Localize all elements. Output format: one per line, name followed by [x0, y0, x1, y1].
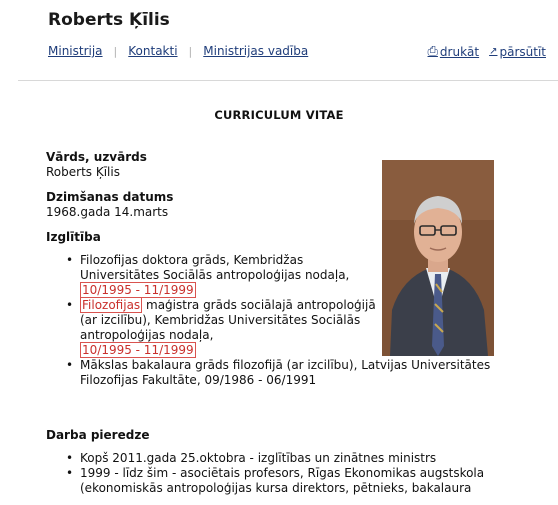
education-prefix: Filozofijas	[82, 298, 141, 312]
work-item	[46, 466, 510, 496]
nav-link-kontakti[interactable]: Kontakti	[128, 44, 178, 58]
education-text: maģistra grāds sociālajā antropoloģijā (ar izcilību), Kembridžas Universitātes Sociālās antropoloģijas nodaļa,	[80, 298, 376, 342]
nav-separator: |	[113, 44, 118, 58]
print-link[interactable]	[428, 44, 480, 59]
work-section	[46, 428, 546, 496]
forward-arrow-icon: ↗	[489, 46, 498, 57]
forward-link[interactable]	[479, 45, 546, 59]
name-value: Roberts Ķīlis	[46, 165, 120, 179]
education-dates: 10/1995 - 11/1999	[82, 283, 194, 297]
education-section	[46, 230, 546, 388]
forward-label: pārsūtīt	[499, 44, 546, 59]
education-list	[46, 253, 546, 388]
education-dates: 10/1995 - 11/1999	[82, 343, 194, 357]
cv-content	[46, 150, 546, 388]
nav-link-ministrija[interactable]: Ministrija	[48, 44, 103, 58]
cv-heading: CURRICULUM VITAE	[214, 108, 344, 122]
name-section	[46, 150, 546, 180]
education-item	[46, 298, 380, 358]
work-list	[46, 451, 546, 496]
name-label: Vārds, uzvārds	[46, 150, 147, 164]
work-label: Darba pieredze	[46, 428, 150, 442]
education-item	[46, 253, 380, 298]
work-item	[46, 451, 546, 466]
nav-separator: |	[188, 44, 193, 58]
education-item	[46, 358, 540, 388]
page-tools	[428, 44, 546, 59]
education-text: Filozofijas doktora grāds, Kembridžas Universitātes Sociālās antropoloģijas nodaļa,	[80, 253, 350, 282]
birth-value: 1968.gada 14.marts	[46, 205, 169, 219]
education-text: Mākslas bakalaura grāds filozofijā (ar izcilību), Latvijas Universitātes Filozofijas Fakultāte, 09/1986 - 06/1991	[80, 358, 491, 387]
printer-icon: ⎙	[427, 44, 438, 59]
header-divider	[18, 80, 558, 81]
breadcrumb-nav	[48, 44, 308, 58]
page-header	[0, 0, 558, 82]
work-text: Kopš 2011.gada 25.oktobra - izglītības un zinātnes ministrs	[80, 451, 437, 465]
birth-label: Dzimšanas datums	[46, 190, 174, 204]
nav-link-vadiba[interactable]: Ministrijas vadība	[203, 44, 309, 58]
education-label: Izglītība	[46, 230, 101, 244]
page-title: Roberts Ķīlis	[48, 10, 170, 30]
work-text: 1999 - līdz šim - asociētais profesors, Rīgas Ekonomikas augstskola (ekonomiskās antropoloģijas kursa direktors, pētnieks, bakalaura	[80, 466, 485, 495]
print-label: drukāt	[439, 44, 480, 59]
birth-section	[46, 190, 546, 220]
